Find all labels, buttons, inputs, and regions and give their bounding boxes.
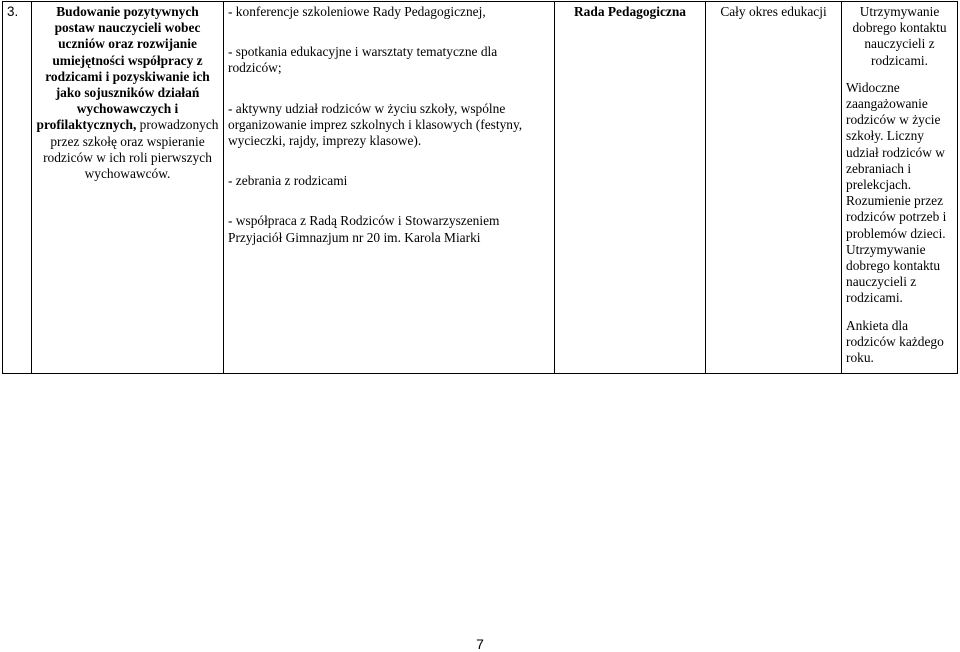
forms-cell: [224, 2, 555, 374]
page-number: 7: [476, 636, 484, 652]
timeframe-cell: Cały okres edukacji: [706, 2, 842, 374]
form-item: - konferencje szkoleniowe Rady Pedagogicznej,: [228, 4, 486, 19]
result-item: Widoczne zaangażowanie rodziców w życie szkoły. Liczny udział rodziców w zebraniach i prelekcjach. Rozumienie przez rodziców potrzeb i problemów dzieci. Utrzymywanie dobrego kontaktu nauczycieli z rodzicami.: [846, 79, 947, 306]
form-item: - współpraca z Radą Rodziców i Stowarzyszeniem Przyjaciół Gimnazjum nr 20 im. Karola Miarki: [228, 213, 500, 245]
table-row: [3, 2, 958, 374]
form-item: - spotkania edukacyjne i warsztaty tematyczne dla rodziców;: [228, 44, 498, 76]
goal-bold-text: Budowanie pozytywnych postaw nauczycieli wobec uczniów oraz rozwijanie umiejętności współpracy z rodzicami i pozyskiwanie ich jako sojuszników działań wychowawczych i profilaktycznych,: [36, 4, 210, 133]
form-item: - aktywny udział rodziców w życiu szkoły, wspólne organizowanie imprez szkolnych i klasowych (festyny, wycieczki, rajdy, imprezy klasowe).: [228, 100, 523, 149]
row-number: 3.: [3, 2, 32, 374]
responsible-cell: Rada Pedagogiczna: [555, 2, 706, 374]
form-item: - zebrania z rodzicami: [228, 173, 348, 189]
result-item: Utrzymywanie dobrego kontaktu nauczycieli z rodzicami.: [852, 4, 947, 68]
goal-cell: [32, 2, 224, 374]
goal-normal-text: prowadzonych przez szkołę oraz wspieranie rodziców w ich roli pierwszych wychowawców.: [43, 117, 219, 182]
plan-table: [2, 1, 958, 374]
results-cell: [842, 2, 958, 374]
result-item: Ankieta dla rodziców każdego roku.: [846, 317, 944, 366]
